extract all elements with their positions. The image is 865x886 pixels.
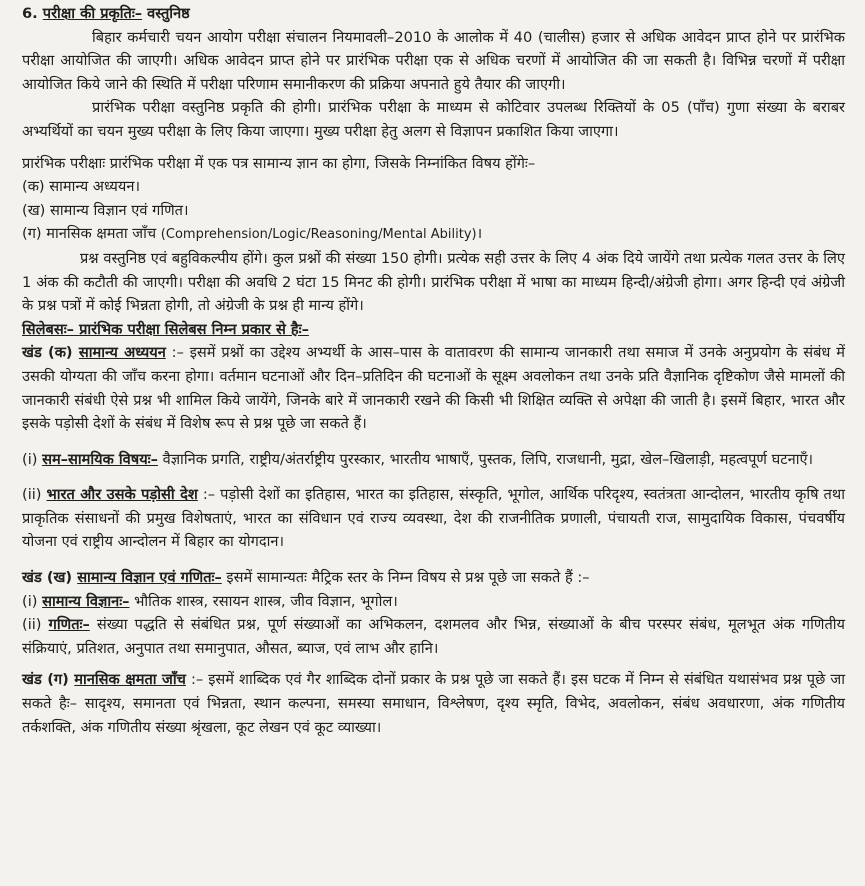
section-value: वस्तुनिष्ठ bbox=[142, 5, 190, 22]
b-ii-label: (ii) bbox=[22, 616, 49, 634]
b-i-label: (i) bbox=[22, 592, 43, 610]
section-title: परीक्षा की प्रकृतिः– bbox=[42, 5, 143, 22]
subject-c-end: । bbox=[476, 225, 483, 243]
khand-c-paragraph bbox=[22, 668, 845, 739]
section-number: 6. bbox=[22, 5, 38, 22]
b-ii-text: संख्या पद्धति से संबंधित प्रश्न, पूर्ण संख्याओं का अभिकलन, दशमलव और भिन्न, संख्याओं के बीच परस्पर संबंध, मूलभूत अंक गणितीय संक्रियाएं, प्रतिशत, अनुपात तथा समानुपात, औसत, ब्याज, एवं लाभ और हानि। bbox=[22, 616, 846, 657]
khand-a-text: :– इसमें प्रश्नों का उद्देश्य अभ्यर्थी के आस–पास के वातावरण की सामान्य जानकारी तथा समाज में उनके अनुप्रयोग के संबंध में उसकी योग्यता की जाँच करना होगा। वर्तमान घटनाओं और दिन–प्रतिदिन की घटनाओं के सूक्ष्म अवलोकन तथा उनके प्रति वैज्ञानिक दृष्टिकोण जैसे मामलों की जानकारी संबंधी ऐसे प्रश्न भी शामिल किये जायेंगे, जिनके बारे में जानकारी रखने की किसी भी शिक्षित व्यक्ति से अपेक्षा की जाती है। इसमें बिहार, भारत और इसके पड़ोसी देशों के संबंध में विशेष रूप से प्रश्न पूछे जा सकते हैं। bbox=[22, 344, 845, 433]
subject-c-english: (Comprehension/Logic/Reasoning/Mental Ability) bbox=[160, 227, 477, 243]
khand-b-paragraph bbox=[22, 566, 845, 590]
paragraph-prelim-nature: प्रारंभिक परीक्षा वस्तुनिष्ठ प्रकृति की होगी। प्रारंभिक परीक्षा के माध्यम से कोटिवार उपलब्ध रिक्तियों के 05 (पाँच) गुणा संख्या के बराबर अभ्यर्थियों का चयन मुख्य परीक्षा के लिए किया जाएगा। मुख्य परीक्षा हेतु अलग से विज्ञापन प्रकाशित किया जाएगा। bbox=[22, 99, 845, 140]
b-i-paragraph bbox=[22, 590, 845, 614]
khand-c-title: मानसिक क्षमता जाँच bbox=[74, 671, 186, 689]
khand-c-label: खंड (ग) bbox=[22, 671, 75, 689]
subject-a: (क) सामान्य अध्ययन। bbox=[22, 178, 140, 196]
paragraph-prelim-paper: प्रारंभिक परीक्षाः प्रारंभिक परीक्षा में एक पत्र सामान्य ज्ञान का होगा, जिसके निम्नांकित विषय होंगेः– bbox=[22, 154, 536, 172]
section-6-heading bbox=[22, 2, 845, 26]
item-ii-text: :– पड़ोसी देशों का इतिहास, भारत का इतिहास, संस्कृति, भूगोल, आर्थिक परिदृश्य, स्वतंत्रता आन्दोलन, भारतीय कृषि तथा प्राकृतिक संसाधनों की प्रमुख विशेषताएं, भारत का संविधान एवं राज्य व्यवस्था, देश की राजनीतिक प्रणाली, पंचायती राज, सामुदायिक विकास, पंचवर्षीय योजना एवं राष्ट्रीय आन्दोलन में बिहार का योगदान। bbox=[22, 486, 845, 551]
subject-c-hindi: (ग) मानसिक क्षमता जाँच bbox=[22, 225, 161, 243]
item-i-text: वैज्ञानिक प्रगति, राष्ट्रीय/अंतर्राष्ट्रीय पुरस्कार, भारतीय भाषाएँ, पुस्तक, लिपि, राजधानी, मुद्रा, खेल–खिलाड़ी, महत्वपूर्ण घटनाएँ। bbox=[157, 450, 814, 468]
khand-a-title: सामान्य अध्ययन bbox=[78, 344, 166, 362]
b-i-text: भौतिक शास्त्र, रसायन शास्त्र, जीव विज्ञान, भूगोल। bbox=[129, 592, 398, 610]
khand-c-text: :– इसमें शाब्दिक एवं गैर शाब्दिक दोनों प्रकार के प्रश्न पूछे जा सकते हैं। इस घटक में निम्न से संबंधित यथासंभव प्रश्न पूछे जा सकते हैः– सादृश्य, समानता एवं भिन्नता, स्थान कल्पना, समस्या समाधान, विश्लेषण, दृश्य स्मृति, विभेद, अवलोकन, संबंध अवधारणा, अंक गणितीय तर्कशक्ति, अंक गणितीय संख्या श्रृंखला, कूट लेखन एवं कूट व्याख्या। bbox=[22, 671, 845, 736]
item-ii-paragraph bbox=[22, 483, 845, 554]
item-i-paragraph bbox=[22, 448, 845, 472]
syllabus-heading: सिलेबसः– प्रारंभिक परीक्षा सिलेबस निम्न प्रकार से हैः– bbox=[22, 320, 309, 338]
item-ii-label: (ii) bbox=[22, 486, 47, 504]
khand-b-title: सामान्य विज्ञान एवं गणितः– bbox=[77, 569, 222, 587]
b-i-title: सामान्य विज्ञानः– bbox=[42, 592, 130, 610]
khand-b-label: खंड (ख) bbox=[22, 569, 78, 587]
item-ii-title: भारत और उसके पड़ोसी देश bbox=[46, 486, 198, 504]
item-i-title: सम–सामयिक विषयः– bbox=[42, 450, 158, 468]
b-ii-title: गणितः– bbox=[48, 616, 90, 634]
paragraph-prelim-conduct: बिहार कर्मचारी चयन आयोग परीक्षा संचालन नियमावली–2010 के आलोक में 40 (चालीस) हजार से अधिक आवेदन प्राप्त होने पर प्रारंभिक परीक्षा आयोजित की जाएगी। अधिक आवेदन प्राप्त होने पर प्रारंभिक परीक्षा एक से अधिक चरणों में आयोजित की जा सकती है। विभिन्न चरणों में परीक्षा आयोजित किये जाने की स्थिति में परीक्षा परिणाम समानीकरण की प्रक्रिया अपनाते हुये तैयार की जाएगी। bbox=[22, 28, 845, 93]
subject-c bbox=[22, 222, 845, 247]
khand-a-paragraph bbox=[22, 341, 845, 435]
item-i-label: (i) bbox=[22, 450, 43, 468]
khand-a-label: खंड (क) bbox=[22, 344, 79, 362]
paragraph-marking-scheme: प्रश्न वस्तुनिष्ठ एवं बहुविकल्पीय होंगे। कुल प्रश्नों की संख्या 150 होगी। प्रत्येक सही उत्तर के लिए 4 अंक दिये जायेंगे तथा प्रत्येक गलत उत्तर के लिए 1 अंक की कटौती की जाएगी। परीक्षा की अवधि 2 घंटा 15 मिनट की होगी। प्रारंभिक परीक्षा में भाषा का माध्यम हिन्दी/अंग्रेजी होगा। अगर हिन्दी एवं अंग्रेजी के प्रश्न पत्रों में कोई भिन्नता होगी, तो अंग्रेजी के प्रश्न ही मान्य होंगे। bbox=[22, 249, 845, 315]
subject-b: (ख) सामान्य विज्ञान एवं गणित। bbox=[22, 201, 189, 219]
khand-b-text: इसमें सामान्यतः मैट्रिक स्तर के निम्न विषय से प्रश्न पूछे जा सकते हैं :– bbox=[221, 569, 590, 587]
b-ii-paragraph bbox=[22, 613, 845, 660]
